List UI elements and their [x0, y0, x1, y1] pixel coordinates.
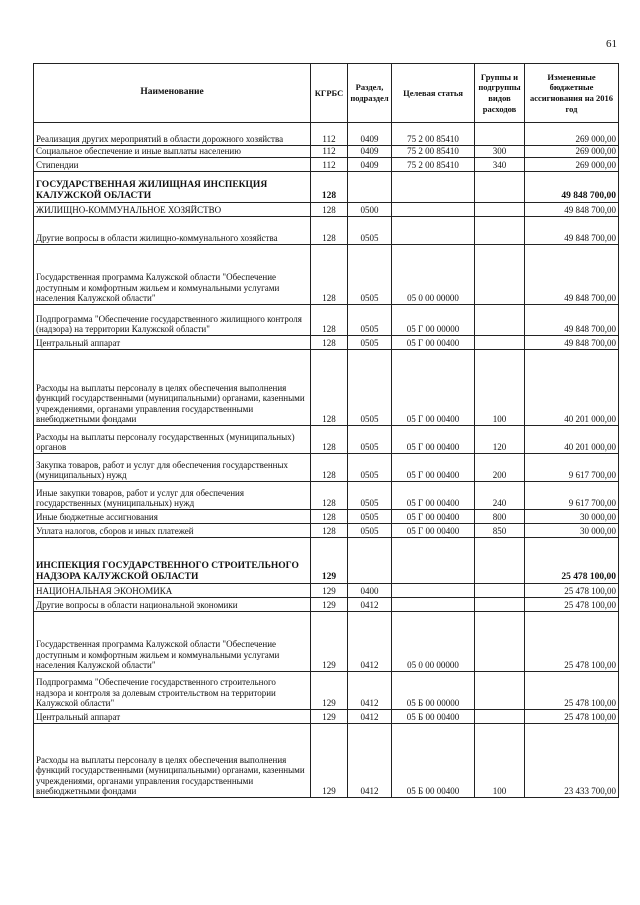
cell-target: [392, 598, 475, 612]
table-row: [34, 217, 619, 245]
cell-group: 100: [475, 724, 525, 798]
cell-kgrbs: 128: [311, 426, 348, 454]
cell-name: ЖИЛИЩНО-КОММУНАЛЬНОЕ ХОЗЯЙСТВО: [34, 203, 311, 217]
cell-name: Расходы на выплаты персоналу в целях обеспечения выполнения функций государственными (муниципальными) органами, казенными учреждениями, органами управления государственными внебюджетными фондами: [34, 350, 311, 426]
page-number: 61: [606, 38, 617, 50]
header-target: Целевая статья: [392, 64, 475, 123]
cell-target: 05 0 00 00000: [392, 245, 475, 305]
cell-group: [475, 245, 525, 305]
cell-target: [392, 172, 475, 203]
cell-name: Другие вопросы в области национальной экономики: [34, 598, 311, 612]
cell-kgrbs: 128: [311, 203, 348, 217]
cell-razdel: 0505: [348, 524, 392, 538]
cell-kgrbs: 128: [311, 350, 348, 426]
cell-kgrbs: 128: [311, 482, 348, 510]
cell-name: Иные бюджетные ассигнования: [34, 510, 311, 524]
cell-name: Расходы на выплаты персоналу государственных (муниципальных) органов: [34, 426, 311, 454]
cell-group: 100: [475, 350, 525, 426]
table-row: [34, 123, 619, 146]
cell-kgrbs: 129: [311, 538, 348, 584]
cell-group: 340: [475, 158, 525, 172]
cell-amount: 49 848 700,00: [525, 172, 619, 203]
cell-kgrbs: 128: [311, 172, 348, 203]
header-razdel: Раздел, подраздел: [348, 64, 392, 123]
cell-razdel: 0409: [348, 158, 392, 172]
cell-amount: 49 848 700,00: [525, 305, 619, 336]
cell-amount: 25 478 100,00: [525, 612, 619, 672]
cell-kgrbs: 129: [311, 584, 348, 598]
table-row: [34, 612, 619, 672]
cell-amount: 9 617 700,00: [525, 454, 619, 482]
cell-razdel: 0409: [348, 146, 392, 158]
cell-razdel: 0412: [348, 724, 392, 798]
cell-target: 75 2 00 85410: [392, 158, 475, 172]
table-row: [34, 482, 619, 510]
cell-name: Государственная программа Калужской области "Обеспечение доступным и комфортным жильем и коммунальными услугами населения Калужской области": [34, 245, 311, 305]
cell-target: 05 Г 00 00400: [392, 524, 475, 538]
cell-razdel: 0505: [348, 454, 392, 482]
cell-razdel: 0409: [348, 123, 392, 146]
cell-group: 850: [475, 524, 525, 538]
header-group: Группы и подгруппы видов расходов: [475, 64, 525, 123]
cell-amount: 25 478 100,00: [525, 672, 619, 710]
cell-kgrbs: 129: [311, 672, 348, 710]
cell-name: НАЦИОНАЛЬНАЯ ЭКОНОМИКА: [34, 584, 311, 598]
cell-razdel: 0505: [348, 426, 392, 454]
cell-razdel: 0412: [348, 598, 392, 612]
cell-group: [475, 598, 525, 612]
cell-kgrbs: 112: [311, 146, 348, 158]
cell-target: [392, 538, 475, 584]
cell-target: [392, 217, 475, 245]
table-row: [34, 598, 619, 612]
cell-group: [475, 203, 525, 217]
table-row: [34, 710, 619, 724]
cell-target: 05 Б 00 00000: [392, 672, 475, 710]
cell-razdel: 0412: [348, 672, 392, 710]
cell-name: Уплата налогов, сборов и иных платежей: [34, 524, 311, 538]
cell-target: 05 Г 00 00400: [392, 454, 475, 482]
cell-name: ГОСУДАРСТВЕННАЯ ЖИЛИЩНАЯ ИНСПЕКЦИЯ КАЛУЖСКОЙ ОБЛАСТИ: [34, 172, 311, 203]
cell-name: Реализация других мероприятий в области дорожного хозяйства: [34, 123, 311, 146]
table-row: [34, 336, 619, 350]
cell-target: 75 2 00 85410: [392, 146, 475, 158]
cell-amount: 49 848 700,00: [525, 203, 619, 217]
cell-name: Стипендии: [34, 158, 311, 172]
cell-kgrbs: 129: [311, 612, 348, 672]
cell-group: [475, 710, 525, 724]
table-row: [34, 672, 619, 710]
cell-name: ИНСПЕКЦИЯ ГОСУДАРСТВЕННОГО СТРОИТЕЛЬНОГО НАДЗОРА КАЛУЖСКОЙ ОБЛАСТИ: [34, 538, 311, 584]
cell-razdel: 0505: [348, 245, 392, 305]
table-row: [34, 426, 619, 454]
cell-group: [475, 172, 525, 203]
table-row: [34, 305, 619, 336]
cell-amount: 49 848 700,00: [525, 336, 619, 350]
table-row: [34, 158, 619, 172]
table-row: [34, 203, 619, 217]
cell-amount: 30 000,00: [525, 524, 619, 538]
cell-kgrbs: 112: [311, 123, 348, 146]
cell-target: 05 0 00 00000: [392, 612, 475, 672]
cell-kgrbs: 128: [311, 336, 348, 350]
cell-name: Государственная программа Калужской области "Обеспечение доступным и комфортным жильем и коммунальными услугами населения Калужской области": [34, 612, 311, 672]
cell-amount: 269 000,00: [525, 123, 619, 146]
table-row: [34, 538, 619, 584]
cell-kgrbs: 128: [311, 510, 348, 524]
cell-razdel: [348, 538, 392, 584]
table-row: [34, 510, 619, 524]
cell-name: Социальное обеспечение и иные выплаты населению: [34, 146, 311, 158]
table-row: [34, 146, 619, 158]
cell-amount: 25 478 100,00: [525, 598, 619, 612]
cell-razdel: 0505: [348, 217, 392, 245]
table-row: [34, 245, 619, 305]
cell-razdel: 0400: [348, 584, 392, 598]
cell-group: [475, 217, 525, 245]
cell-target: 05 Г 00 00400: [392, 336, 475, 350]
cell-target: 05 Г 00 00400: [392, 426, 475, 454]
cell-amount: 23 433 700,00: [525, 724, 619, 798]
cell-group: [475, 123, 525, 146]
cell-group: 240: [475, 482, 525, 510]
cell-amount: 49 848 700,00: [525, 245, 619, 305]
cell-name: Подпрограмма "Обеспечение государственного строительного надзора и контроля за долевым строительством на территории Калужской области": [34, 672, 311, 710]
cell-amount: 40 201 000,00: [525, 350, 619, 426]
cell-target: 05 Г 00 00400: [392, 510, 475, 524]
cell-kgrbs: 129: [311, 710, 348, 724]
cell-kgrbs: 129: [311, 724, 348, 798]
cell-target: 05 Г 00 00400: [392, 482, 475, 510]
table-row: [34, 724, 619, 798]
cell-name: Центральный аппарат: [34, 710, 311, 724]
cell-razdel: [348, 172, 392, 203]
cell-amount: 9 617 700,00: [525, 482, 619, 510]
cell-razdel: 0412: [348, 612, 392, 672]
cell-razdel: 0500: [348, 203, 392, 217]
cell-target: 75 2 00 85410: [392, 123, 475, 146]
cell-target: 05 Г 00 00400: [392, 350, 475, 426]
header-amount: Измененные бюджетные ассигнования на 2016 год: [525, 64, 619, 123]
table-body: [34, 123, 619, 798]
cell-razdel: 0505: [348, 350, 392, 426]
cell-group: 120: [475, 426, 525, 454]
table-row: [34, 454, 619, 482]
cell-group: [475, 584, 525, 598]
cell-amount: 269 000,00: [525, 158, 619, 172]
cell-razdel: 0412: [348, 710, 392, 724]
budget-table: [33, 63, 619, 798]
header-kgrbs: КГРБС: [311, 64, 348, 123]
table-header-row: [34, 64, 619, 123]
cell-kgrbs: 129: [311, 598, 348, 612]
cell-target: 05 Б 00 00400: [392, 710, 475, 724]
cell-amount: 269 000,00: [525, 146, 619, 158]
cell-amount: 25 478 100,00: [525, 710, 619, 724]
cell-razdel: 0505: [348, 510, 392, 524]
cell-name: Расходы на выплаты персоналу в целях обеспечения выполнения функций государственными (муниципальными) органами, казенными учреждениями, органами управления государственными внебюджетными фондами: [34, 724, 311, 798]
cell-kgrbs: 112: [311, 158, 348, 172]
cell-target: [392, 584, 475, 598]
cell-name: Иные закупки товаров, работ и услуг для обеспечения государственных (муниципальных) нужд: [34, 482, 311, 510]
table-row: [34, 584, 619, 598]
table-row: [34, 524, 619, 538]
table-row: [34, 350, 619, 426]
cell-amount: 25 478 100,00: [525, 538, 619, 584]
cell-amount: 40 201 000,00: [525, 426, 619, 454]
cell-group: [475, 305, 525, 336]
cell-group: [475, 336, 525, 350]
cell-name: Закупка товаров, работ и услуг для обеспечения государственных (муниципальных) нужд: [34, 454, 311, 482]
cell-group: 800: [475, 510, 525, 524]
cell-kgrbs: 128: [311, 305, 348, 336]
cell-amount: 49 848 700,00: [525, 217, 619, 245]
cell-amount: 30 000,00: [525, 510, 619, 524]
cell-group: [475, 672, 525, 710]
table-row: [34, 172, 619, 203]
cell-kgrbs: 128: [311, 454, 348, 482]
cell-name: Центральный аппарат: [34, 336, 311, 350]
header-name: Наименование: [34, 64, 311, 123]
cell-group: 300: [475, 146, 525, 158]
cell-kgrbs: 128: [311, 217, 348, 245]
cell-name: Другие вопросы в области жилищно-коммунального хозяйства: [34, 217, 311, 245]
cell-target: [392, 203, 475, 217]
cell-name: Подпрограмма "Обеспечение государственного жилищного контроля (надзора) на территории Калужской области": [34, 305, 311, 336]
cell-amount: 25 478 100,00: [525, 584, 619, 598]
cell-razdel: 0505: [348, 305, 392, 336]
cell-kgrbs: 128: [311, 524, 348, 538]
cell-razdel: 0505: [348, 482, 392, 510]
cell-group: 200: [475, 454, 525, 482]
cell-razdel: 0505: [348, 336, 392, 350]
cell-group: [475, 538, 525, 584]
cell-group: [475, 612, 525, 672]
cell-kgrbs: 128: [311, 245, 348, 305]
cell-target: 05 Б 00 00400: [392, 724, 475, 798]
cell-target: 05 Г 00 00000: [392, 305, 475, 336]
